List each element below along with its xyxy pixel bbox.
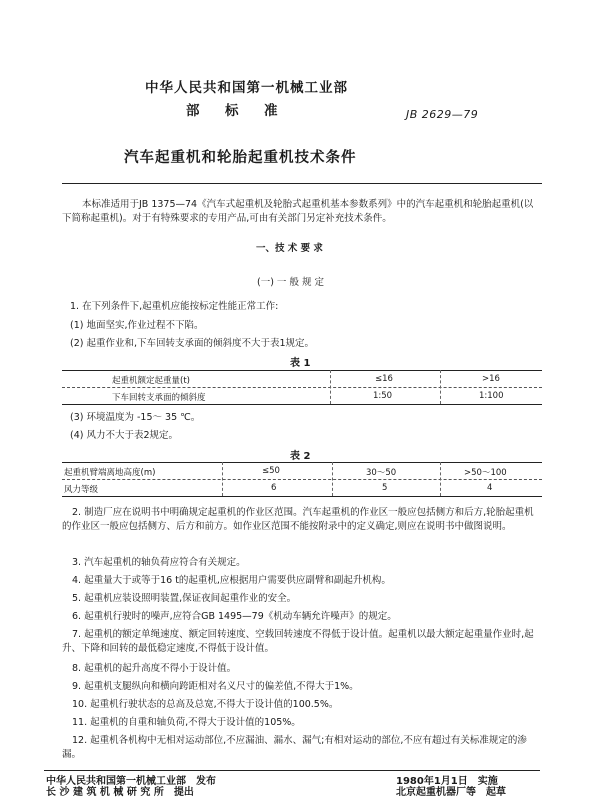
item-1-c: (3) 环境温度为 -15～ 35 ℃。	[70, 412, 201, 423]
subsection-heading: (一) 一 般 规 定	[257, 277, 324, 288]
item-1-a: (1) 地面坚实,作业过程不下陷。	[70, 320, 204, 331]
item-10: 10. 起重机行驶状态的总高及总宽,不得大于设计值的100.5%。	[72, 699, 339, 710]
footer-rule	[44, 770, 540, 771]
item-4: 4. 起重量大于或等于16 t的起重机,应根据用户需要供应副臂和副起升机构。	[72, 575, 391, 586]
item-3: 3. 汽车起重机的轴负荷应符合有关规定。	[72, 557, 246, 568]
section-heading: 一、技 术 要 求	[256, 243, 323, 254]
table-1-caption: 表 1	[290, 358, 311, 369]
table-2-value-2: 5	[382, 483, 388, 493]
table-2-row-1-label: 起重机臂端离地高度(m)	[64, 468, 156, 478]
table-1-row-1-label: 起重机额定起重量(t)	[112, 376, 190, 386]
item-5: 5. 起重机应装设照明装置,保证夜间起重作业的安全。	[72, 593, 297, 604]
item-1-d: (4) 风力不大于表2规定。	[70, 430, 179, 441]
item-1: 1. 在下列条件下,起重机应能按标定性能正常工作:	[70, 301, 279, 312]
table-2-header-2: 30～50	[366, 468, 397, 478]
item-2: 2. 制造厂应在说明书中明确规定起重机的作业区范围。汽车起重机的作业区一般应包括侧方和后方,轮胎起重机的作业区一般应包括侧方、后方和前方。如作业区范围不能按附录中的定义确定,则应在说明书中做图说明。	[62, 507, 534, 532]
table-2-value-3: 4	[487, 483, 493, 493]
table-2-value-1: 6	[271, 483, 277, 493]
table-2-header-1: ≤50	[262, 466, 280, 476]
item-7: 7. 起重机的额定单绳速度、额定回转速度、空载回转速度不得低于设计值。起重机以最大额定起重量作业时,起升、下降和回转的最低稳定速度,不得低于设计值。	[62, 629, 534, 654]
document-title: 汽车起重机和轮胎起重机技术条件	[124, 150, 357, 166]
proposer: 长 沙 建 筑 机 械 研 究 所 提出	[46, 787, 194, 798]
standard-code: JB 2629—79	[406, 108, 479, 121]
title-rule	[62, 183, 542, 184]
ministry-title: 中华人民共和国第一机械工业部	[145, 80, 348, 96]
issuer: 中华人民共和国第一机械工业部 发布	[46, 776, 216, 787]
table-2-row-2-label: 风力等级	[64, 485, 99, 495]
standard-type: 部 标 准	[186, 103, 284, 119]
item-12: 12. 起重机各机构中无相对运动部位,不应漏油、漏水、漏气;有相对运动的部位,不应有超过有关标准规定的渗漏。	[62, 735, 527, 760]
item-11: 11. 起重机的自重和轴负荷,不得大于设计值的105%。	[72, 717, 301, 728]
effective-date: 1980年1月1日 实施	[396, 776, 498, 787]
table-1-value-1: 1:50	[373, 391, 393, 401]
intro-paragraph: 本标准适用于JB 1375—74《汽车式起重机及轮胎式起重机基本参数系列》中的汽车起重机和轮胎起重机(以下简称起重机)。对于有特殊要求的专用产品,可由有关部门另定补充技术条件。	[62, 199, 534, 224]
table-1-header-2: >16	[482, 374, 500, 384]
item-6: 6. 起重机行驶时的噪声,应符合GB 1495—79《机动车辆允许噪声》的规定。	[72, 611, 397, 622]
table-1-row-2-label: 下车回转支承面的倾斜度	[112, 393, 206, 403]
item-1-b: (2) 起重作业和,下车回转支承面的倾斜度不大于表1规定。	[70, 338, 315, 349]
table-2-header-3: >50～100	[464, 468, 507, 478]
table-1-value-2: 1:100	[479, 391, 504, 401]
table-1-header-1: ≤16	[375, 374, 393, 384]
drafter: 北京起重机器厂等 起草	[396, 787, 506, 798]
item-8: 8. 起重机的起升高度不得小于设计值。	[72, 663, 237, 674]
table-2-caption: 表 2	[290, 451, 311, 462]
item-9: 9. 起重机支腿纵向和横向跨距相对名义尺寸的偏差值,不得大于1%。	[72, 681, 359, 692]
